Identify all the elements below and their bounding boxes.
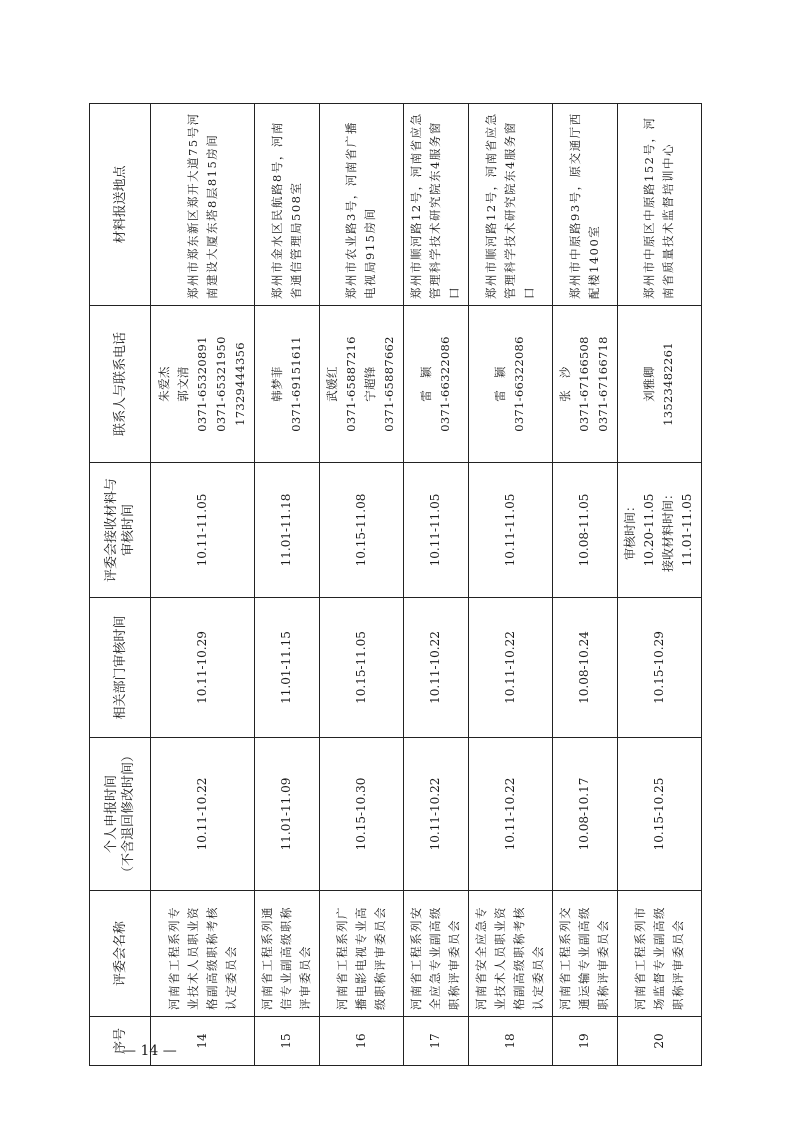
review-line: 11.01-11.18 (279, 493, 294, 567)
row-contact (404, 306, 469, 463)
review-schedule-table (89, 103, 702, 1066)
contact-line: 0371-67166718 (596, 336, 611, 432)
row-address: 郑州市中原区中原路152号，河南省质量技术监督培训中心 (617, 104, 701, 306)
row-committee-review (553, 463, 618, 598)
row-address: 郑州市金水区民航路8号，河南省通信管理局508室 (255, 104, 320, 306)
table-row (553, 104, 618, 1066)
row-committee: 河南省工程系列广播电影电视专业高级职称评审委员会 (319, 891, 403, 1017)
table-row (617, 104, 701, 1066)
rotated-table-wrapper (89, 104, 702, 1066)
row-apply-time: 10.11-10.22 (468, 738, 552, 891)
row-contact (255, 306, 320, 463)
row-apply-time: 11.01-11.09 (255, 738, 320, 891)
row-seq: 14 (151, 1017, 255, 1066)
header-contact: 联系人与联系电话 (90, 306, 151, 463)
review-line: 10.11-11.05 (502, 493, 517, 567)
row-committee: 河南省安全应急专业技术人员职业资格副高级职称考核认定委员会 (468, 891, 552, 1017)
review-line: 10.15-11.08 (353, 493, 368, 567)
row-contact (151, 306, 255, 463)
row-committee-review (617, 463, 701, 598)
header-seq: 序号 (90, 1017, 151, 1066)
row-apply-time: 10.08-10.17 (553, 738, 618, 891)
row-apply-time: 10.11-10.22 (404, 738, 469, 891)
contact-line: 0371-65321950 (214, 336, 229, 432)
row-committee: 河南省工程系列专业技术人员职业资格副高级职称考核认定委员会 (151, 891, 255, 1017)
row-contact (468, 306, 552, 463)
row-dept-review: 10.08-10.24 (553, 598, 618, 738)
contact-line: 0371-69151611 (288, 336, 303, 432)
row-committee: 河南省工程系列交通运输专业副高级职称评审委员会 (553, 891, 618, 1017)
contact-line: 郭文清 (176, 366, 191, 402)
table-row (468, 104, 552, 1066)
review-line: 10.11-11.05 (428, 493, 443, 567)
header-apply-time-line: 个人申报时间 (104, 775, 119, 854)
header-apply-time-line: （不含退回修改时间） (121, 749, 136, 880)
table-row (319, 104, 403, 1066)
row-apply-time: 10.11-10.22 (151, 738, 255, 891)
row-dept-review: 10.11-10.22 (468, 598, 552, 738)
contact-line: 13523482261 (661, 342, 676, 426)
row-committee: 河南省工程系列通信专业副高级职称评审委员会 (255, 891, 320, 1017)
row-seq: 16 (319, 1017, 403, 1066)
row-committee: 河南省工程系列市场监督专业副高级职称评审委员会 (617, 891, 701, 1017)
review-line: 接收材料时间： (661, 488, 676, 573)
row-committee-review (404, 463, 469, 598)
header-committee-review (90, 463, 151, 598)
row-seq: 18 (468, 1017, 552, 1066)
row-seq: 20 (617, 1017, 701, 1066)
header-row (90, 104, 151, 1066)
header-committee-review-line: 审核时间 (121, 504, 136, 557)
review-line: 11.01-11.05 (680, 493, 695, 567)
row-committee-review (151, 463, 255, 598)
contact-line: 雷 颖 (418, 366, 433, 402)
row-committee: 河南省工程系列安全应急专业副高级职称评审委员会 (404, 891, 469, 1017)
contact-line: 0371-65887216 (344, 336, 359, 432)
row-committee-review (468, 463, 552, 598)
review-line: 审核时间： (623, 500, 638, 561)
row-contact (319, 306, 403, 463)
page-number: — 14 — (122, 1043, 177, 1059)
header-committee: 评委会名称 (90, 891, 151, 1017)
row-dept-review: 11.01-11.15 (255, 598, 320, 738)
row-apply-time: 10.15-10.30 (319, 738, 403, 891)
contact-line: 0371-66322086 (437, 336, 452, 432)
table-row (255, 104, 320, 1066)
row-dept-review: 10.15-11.05 (319, 598, 403, 738)
header-apply-time (90, 738, 151, 891)
row-seq: 19 (553, 1017, 618, 1066)
header-dept-review: 相关部门审核时间 (90, 598, 151, 738)
row-seq: 15 (255, 1017, 320, 1066)
row-address: 郑州市中原路93号，原交通厅西配楼1400室 (553, 104, 618, 306)
row-seq: 17 (404, 1017, 469, 1066)
row-dept-review: 10.11-10.29 (151, 598, 255, 738)
contact-line: 0371-65887662 (382, 336, 397, 432)
row-address: 郑州市郑东新区郑开大道75号河南建设大厦东塔8层815房间 (151, 104, 255, 306)
contact-line: 雷 颖 (493, 366, 508, 402)
row-address: 郑州市农业路3号，河南省广播电视局915房间 (319, 104, 403, 306)
table-row (404, 104, 469, 1066)
contact-line: 0371-67166508 (577, 336, 592, 432)
row-committee-review (255, 463, 320, 598)
contact-line: 17329444356 (233, 342, 248, 426)
contact-line: 0371-65320891 (195, 336, 210, 432)
contact-line: 张 沙 (558, 366, 573, 402)
row-apply-time: 10.15-10.25 (617, 738, 701, 891)
review-line: 10.08-11.05 (577, 493, 592, 567)
contact-line: 宁超锋 (363, 366, 378, 402)
contact-line: 0371-66322086 (512, 336, 527, 432)
row-dept-review: 10.11-10.22 (404, 598, 469, 738)
row-dept-review: 10.15-10.29 (617, 598, 701, 738)
contact-line: 武媛红 (325, 366, 340, 402)
row-address: 郑州市顺河路12号，河南省应急管理科学技术研究院东4服务窗口 (468, 104, 552, 306)
contact-line: 朱爱杰 (157, 366, 172, 402)
row-committee-review (319, 463, 403, 598)
contact-line: 刘雅卿 (642, 366, 657, 402)
contact-line: 韩梦菲 (269, 366, 284, 402)
table-row (151, 104, 255, 1066)
row-contact (553, 306, 618, 463)
review-line: 10.20-11.05 (642, 493, 657, 567)
header-committee-review-line: 评委会接收材料与 (104, 478, 119, 583)
row-address: 郑州市顺河路12号，河南省应急管理科学技术研究院东4服务窗口 (404, 104, 469, 306)
row-contact (617, 306, 701, 463)
review-line: 10.11-11.05 (195, 493, 210, 567)
header-address: 材料报送地点 (90, 104, 151, 306)
